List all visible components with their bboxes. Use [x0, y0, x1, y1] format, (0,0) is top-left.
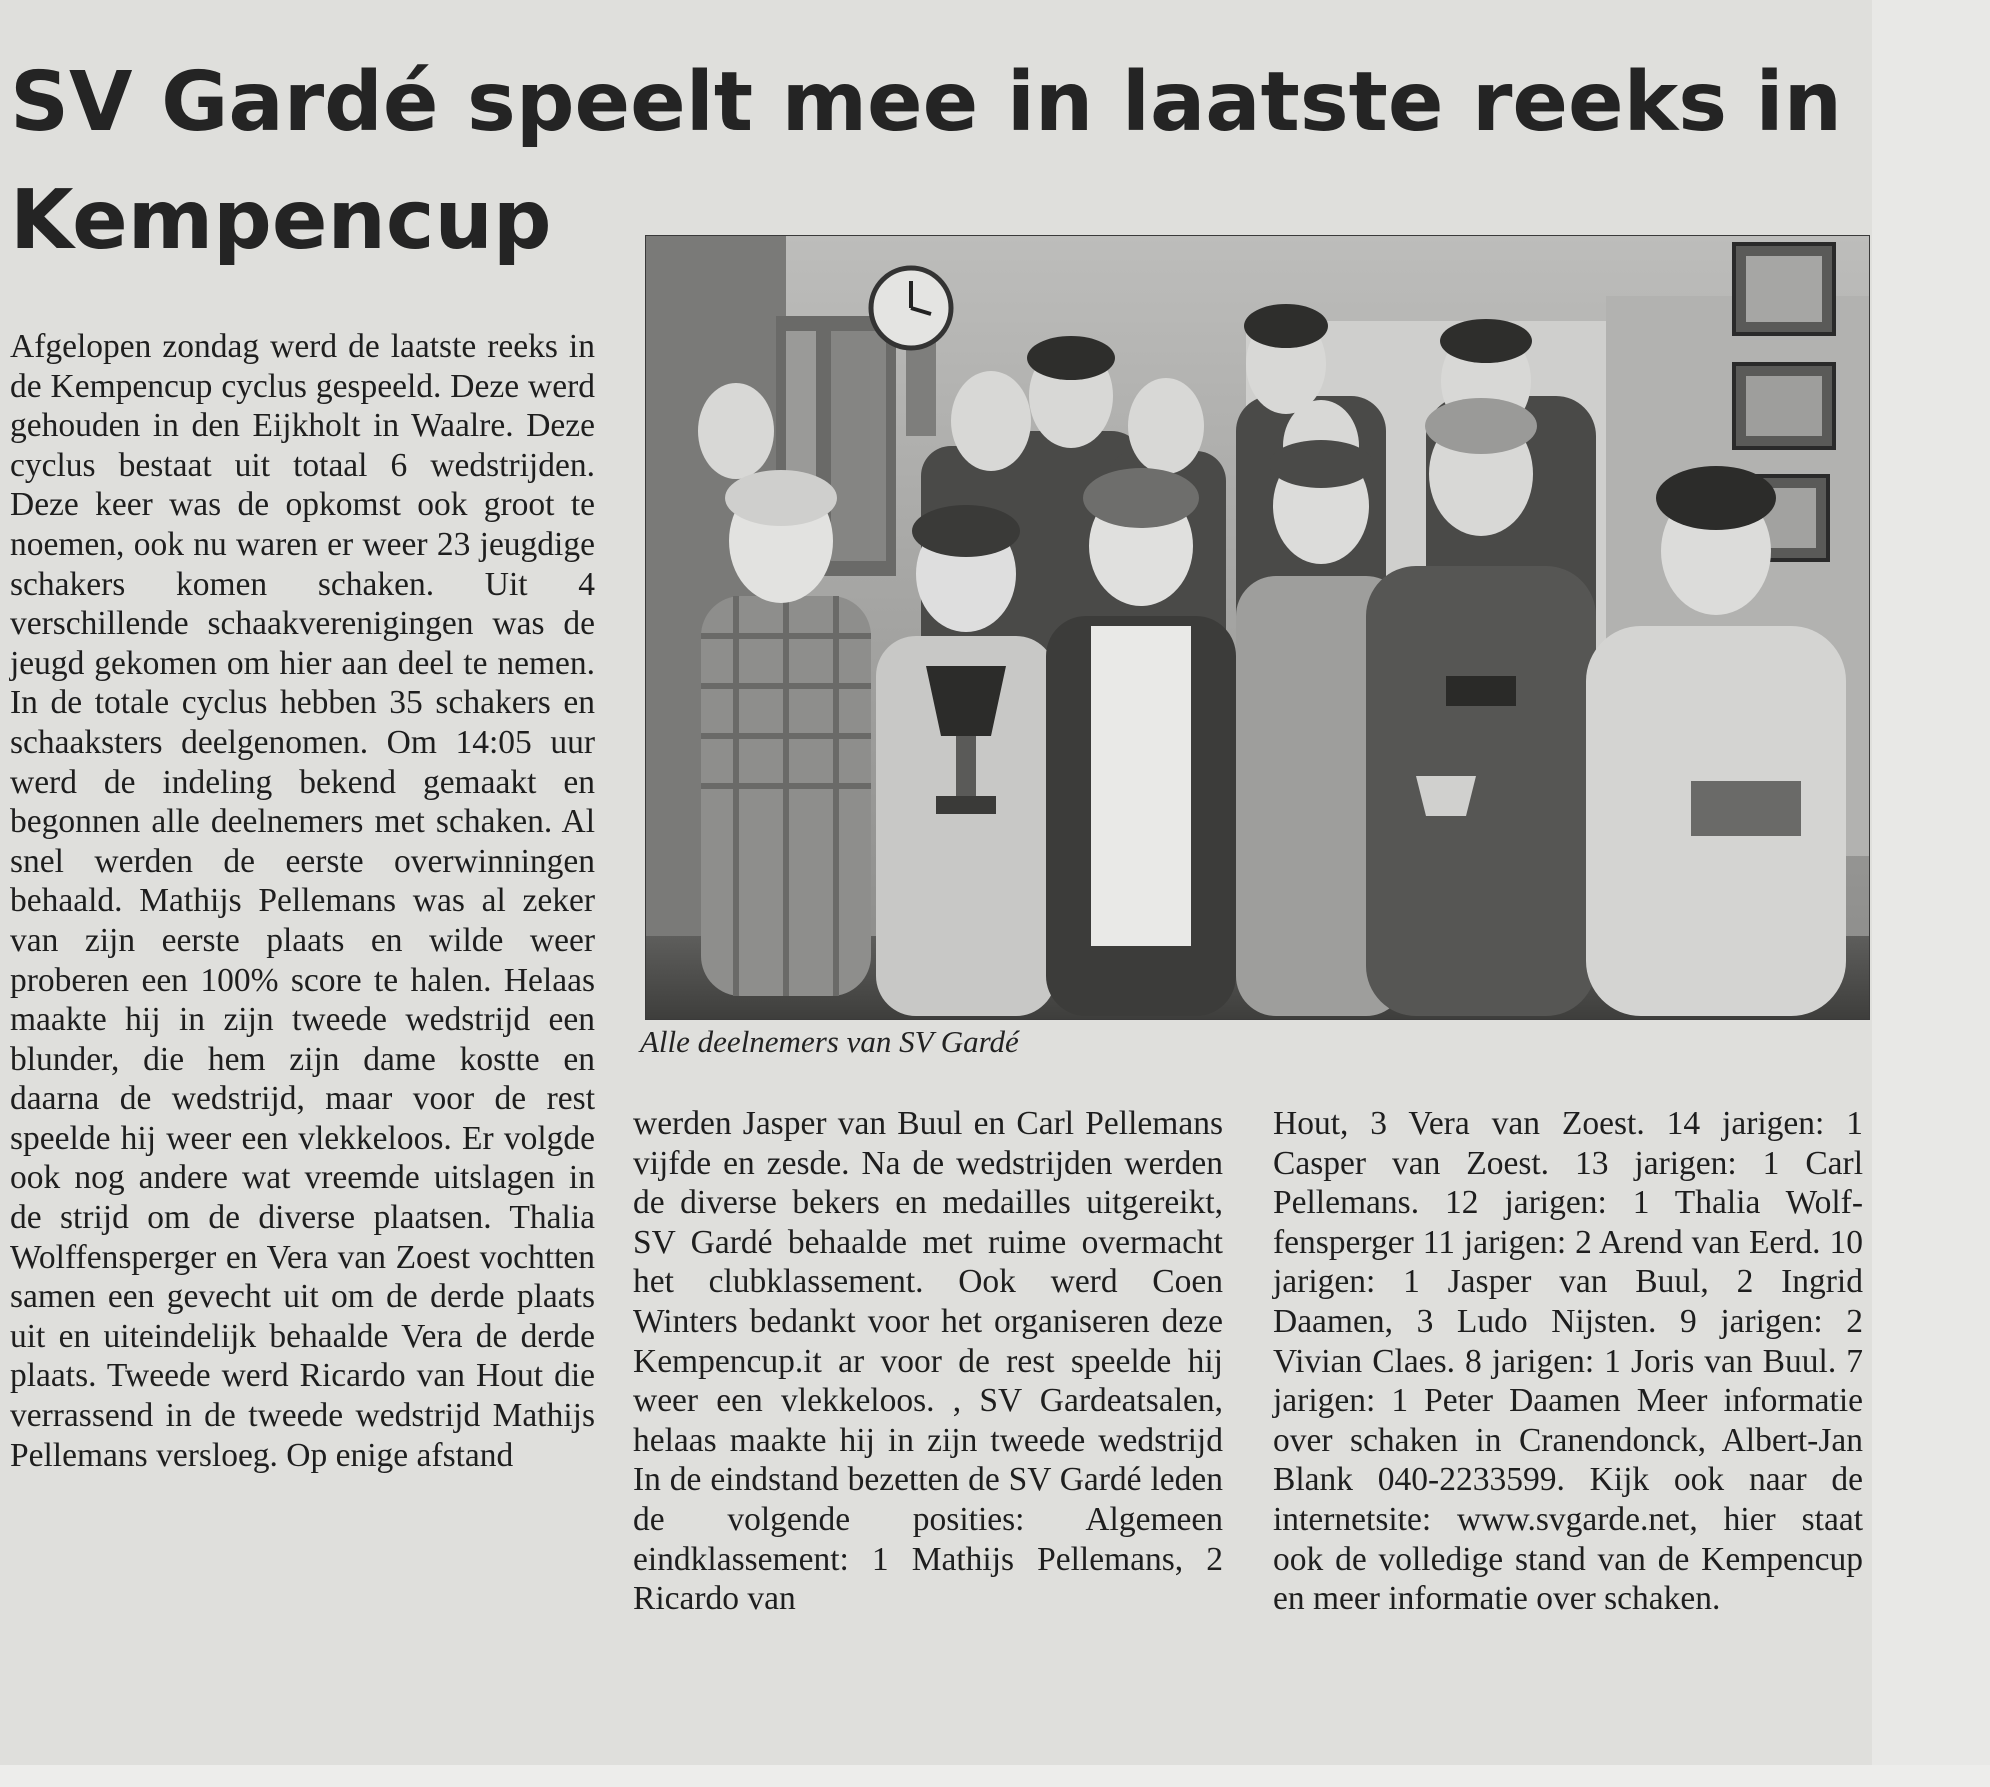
- article-column-1: Afgelopen zondag werd de laatste reeks in de Kempencup cyclus gespeeld. Deze werd gehouden in den Eijkholt in Waalre. Deze cyclus bestaat uit totaal 6 wedstrijden. Deze keer was de opkomst ook groot te noemen, ook nu waren er weer 23 jeugdige schakers komen schaken. Uit 4 verschillende schaakverenigingen was de jeugd gekomen om hier aan deel te nemen. In de totale cyclus hebben 35 schakers en schaaksters deelgenomen. Om 14:05 uur werd de indeling bekend gemaakt en begonnen alle deelnemers met schaken. Al snel werden de eerste overwinningen behaald. Mathijs Pellemans was al zeker van zijn eerste plaats en wilde weer proberen een 100% score te halen. Helaas maakte hij in zijn tweede wedstrijd een blunder, die hem zijn dame kostte en daarna de wedstrijd, maar voor de rest speelde hij weer een vlekkeloos. Er volgde ook nog andere wat vreemde uitslagen in de strijd om de diverse plaatsen. Thalia Wolffensperger en Vera van Zoest vochtten samen een gevecht uit om de derde plaats uit en uiteindelijk behaalde Vera de derde plaats. Tweede werd Ricardo van Hout die verrassend in de tweede wedstrijd Mathijs Pellemans versloeg. Op enige afstand: [10, 328, 595, 1474]
- page-margin: [1872, 0, 1990, 1787]
- article-column-2: werden Jasper van Buul en Carl Pellemans vijfde en zesde. Na de wedstrijden werden de diverse bekers en medailles uitgereikt, SV Gardé behaalde met ruime overmacht het clubklassement. Ook werd Coen Winters bedankt voor het organiseren deze Kempencup.it ar voor de rest speelde hij weer een vlekkeloos. , SV Gardeatsalen, helaas maakte hij in zijn tweede wedstrijd In de eindstand bezetten de SV Gardé leden de volgende posities: Algemeen eindklassement: 1 Mathijs Pellemans, 2 Ricardo van: [633, 1105, 1223, 1618]
- article-column-3: Hout, 3 Vera van Zoest. 14 jarigen: 1 Casper van Zoest. 13 jarigen: 1 Carl Pellemans. 12 jarigen: 1 Thalia Wolffensperger 11 jarigen: 2 Arend van Eerd. 10 jarigen: 1 Jasper van Buul, 2 Ingrid Daamen, 3 Ludo Nijsten. 9 jarigen: 2 Vivian Claes. 8 jarigen: 1 Joris van Buul. 7 jarigen: 1 Peter Daamen Meer informatie over schaken in Cranendonck, Albert-Jan Blank 040-2233599. Kijk ook naar de internetsite: www.svgarde.net, hier staat ook de volledige stand van de Kempencup en meer informatie over schaken.: [1273, 1105, 1863, 1618]
- photo-caption: Alle deelnemers van SV Gardé: [640, 1024, 1019, 1059]
- group-photo-illustration: [646, 236, 1869, 1019]
- page-bottom-edge: [0, 1765, 1990, 1787]
- article-headline: SV Gardé speelt mee in laatste reeks in Kempencup: [10, 55, 1843, 268]
- group-photo: [645, 235, 1870, 1020]
